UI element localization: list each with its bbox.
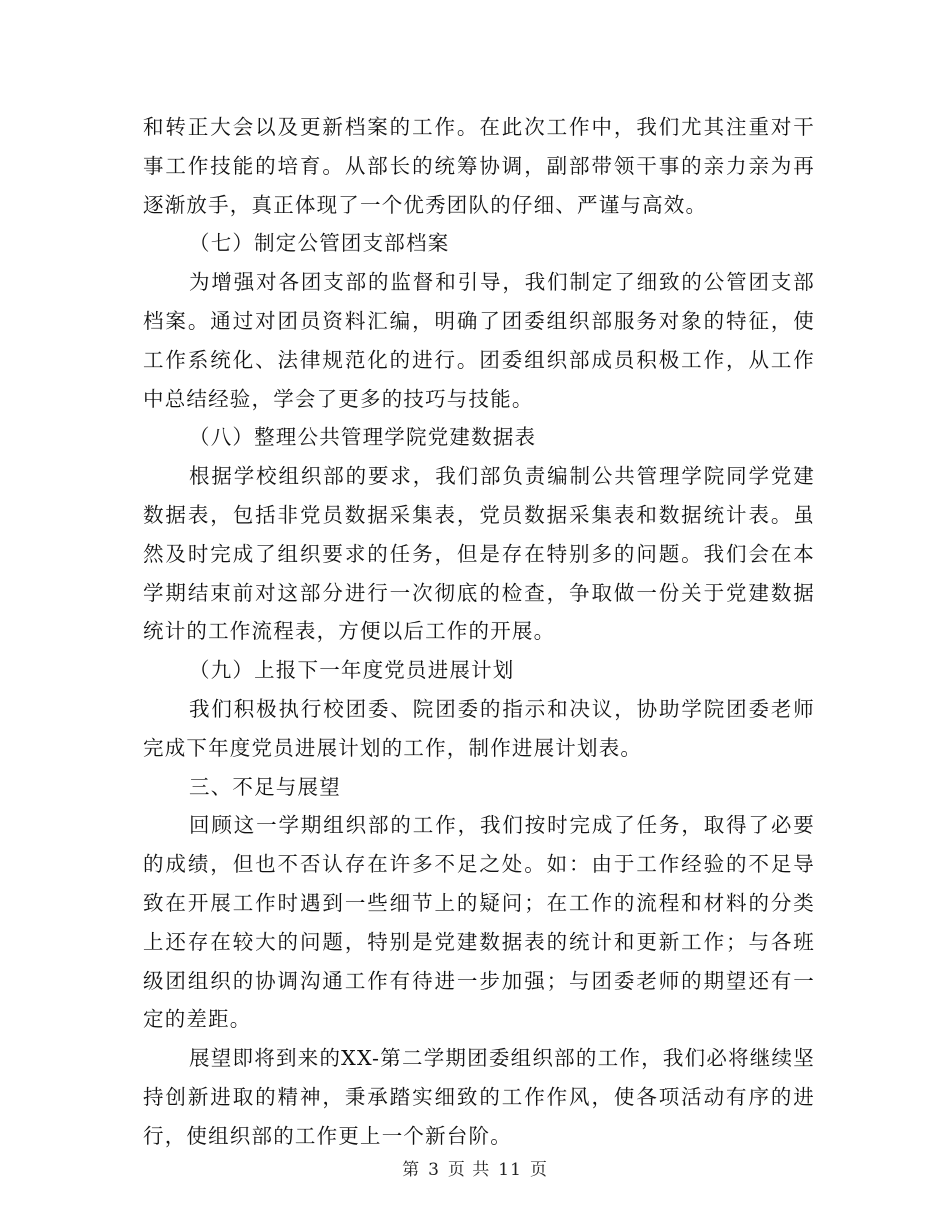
paragraph-continuation: 和转正大会以及更新档案的工作。在此次工作中，我们尤其注重对干事工作技能的培育。从部长的统筹协调，副部带领干事的亲力亲为再逐渐放手，真正体现了一个优秀团队的仔细、严谨与高效。 bbox=[143, 115, 815, 217]
paragraph-body: 为增强对各团支部的监督和引导，我们制定了细致的公管团支部档案。通过对团员资料汇编，明确了团委组织部服务对象的特征，使工作系统化、法律规范化的进行。团委组织部成员积极工作，从工作中总结经验，学会了更多的技巧与技能。 bbox=[143, 270, 815, 411]
paragraph-body: 我们积极执行校团委、院团委的指示和决议，协助学院团委老师完成下年度党员进展计划的工作，制作进展计划表。 bbox=[143, 696, 815, 760]
paragraph-body: 回顾这一学期组织部的工作，我们按时完成了任务，取得了必要的成绩，但也不否认存在许多不足之处。如：由于工作经验的不足导致在开展工作时遇到一些细节上的疑问；在工作的流程和材料的分类上还存在较大的问题，特别是党建数据表的统计和更新工作；与各班级团组织的协调沟通工作有待进一步加强；与团委老师的期望还有一定的差距。 bbox=[143, 813, 815, 1032]
footer-total-pages: 11 bbox=[498, 1160, 522, 1180]
footer-middle: 页 共 bbox=[447, 1160, 491, 1180]
section-heading-9: （九）上报下一年度党员进展计划 bbox=[189, 658, 515, 683]
section-heading-7: （七）制定公管团支部档案 bbox=[189, 231, 450, 256]
section-heading-8: （八）整理公共管理学院党建数据表 bbox=[189, 425, 537, 450]
footer-suffix: 页 bbox=[529, 1160, 548, 1180]
footer-prefix: 第 bbox=[402, 1160, 421, 1180]
section-heading-3: 三、不足与展望 bbox=[189, 774, 341, 799]
paragraph-body: 展望即将到来的XX-第二学期团委组织部的工作，我们必将继续坚持创新进取的精神，秉承踏实细致的工作作风，使各项活动有序的进行，使组织部的工作更上一个新台阶。 bbox=[143, 1046, 815, 1148]
document-body bbox=[143, 108, 815, 1156]
page-footer bbox=[0, 1155, 950, 1180]
footer-page-number: 3 bbox=[428, 1160, 440, 1180]
paragraph-body: 根据学校组织部的要求，我们部负责编制公共管理学院同学党建数据表，包括非党员数据采集表，党员数据采集表和数据统计表。虽然及时完成了组织要求的任务，但是存在特别多的问题。我们会在本学期结束前对这部分进行一次彻底的检查，争取做一份关于党建数据统计的工作流程表，方便以后工作的开展。 bbox=[143, 464, 815, 644]
